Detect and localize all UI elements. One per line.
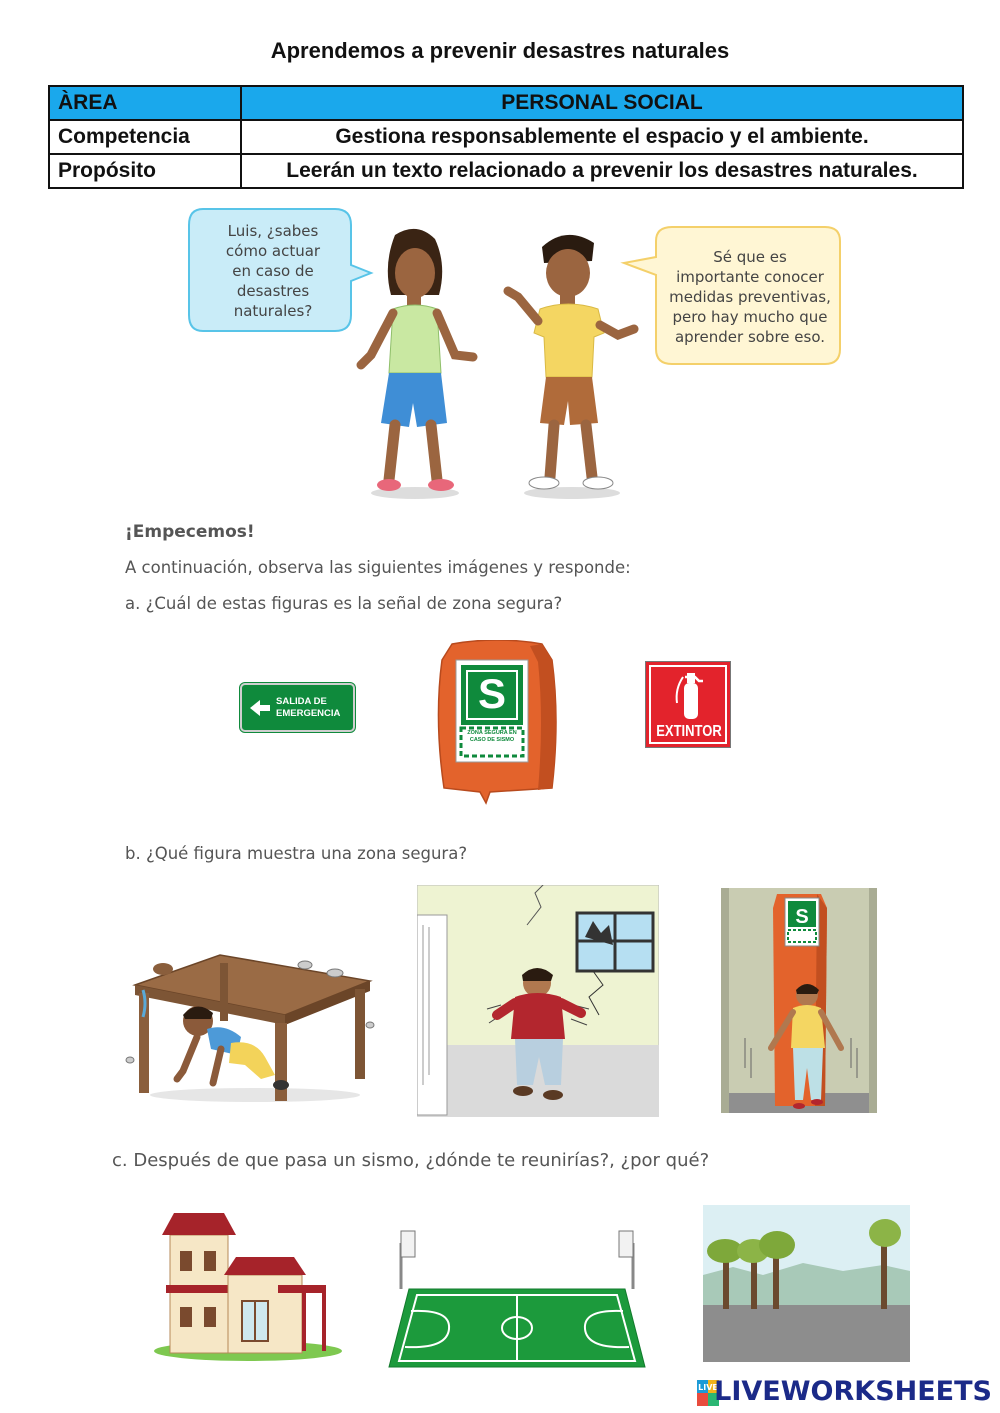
info-table (48, 85, 964, 189)
child-safe-zone-image[interactable] (721, 888, 877, 1113)
intro-heading: ¡Empecemos! (125, 522, 255, 542)
safe-zone-sign[interactable] (430, 640, 565, 805)
table-row (49, 120, 963, 154)
exit-sign-text: SALIDA DE EMERGENCIA (276, 696, 341, 719)
competencia-label: Competencia (49, 120, 241, 154)
boy-speech-text: Sé que es importante conocer medidas preventivas, pero hay mucho que aprender sobre eso. (669, 248, 831, 346)
boy-figure (500, 225, 640, 500)
extinguisher-sign[interactable] (645, 661, 731, 748)
table-row (49, 154, 963, 188)
page-title: Aprendemos a prevenir desastres naturales (270, 38, 730, 63)
area-value: PERSONAL SOCIAL (241, 86, 963, 120)
extinguisher-icon (673, 671, 707, 721)
extinguisher-label: EXTINTOR (656, 721, 722, 740)
sports-court-image[interactable] (387, 1225, 649, 1370)
orange-column-shape (430, 640, 565, 805)
child-under-table-image[interactable] (125, 945, 375, 1105)
competencia-value: Gestiona responsablemente el espacio y el ambiente. (241, 120, 963, 154)
liveworksheets-badge-icon: LIVE (697, 1380, 719, 1406)
safe-zone-caption: ZONA SEGURA EN CASO DE SISMO (467, 730, 517, 743)
table-row (49, 86, 963, 120)
question-b: b. ¿Qué figura muestra una zona segura? (125, 844, 468, 863)
open-park-image[interactable] (703, 1205, 910, 1362)
child-near-window-image[interactable] (417, 885, 659, 1117)
girl-figure (355, 225, 485, 500)
proposito-value: Leerán un texto relacionado a prevenir los desastres naturales. (241, 154, 963, 188)
house-image[interactable] (152, 1205, 347, 1363)
liveworksheets-logo[interactable]: LIVEWORKSHEETS (714, 1376, 992, 1407)
area-label: ÀREA (49, 86, 241, 120)
safe-zone-letter: S (477, 670, 506, 717)
arrow-left-icon (248, 698, 272, 718)
proposito-label: Propósito (49, 154, 241, 188)
girl-speech-text: Luis, ¿sabes cómo actuar en caso de desastres naturales? (225, 222, 321, 320)
question-a: a. ¿Cuál de estas figuras es la señal de zona segura? (125, 594, 563, 613)
dialogue-illustration (185, 205, 855, 505)
exit-sign[interactable] (240, 683, 355, 732)
svg-text:S: S (795, 906, 809, 928)
intro-instruction: A continuación, observa las siguientes imágenes y responde: (125, 558, 631, 577)
question-c: c. Después de que pasa un sismo, ¿dónde te reunirías?, ¿por qué? (112, 1150, 710, 1171)
